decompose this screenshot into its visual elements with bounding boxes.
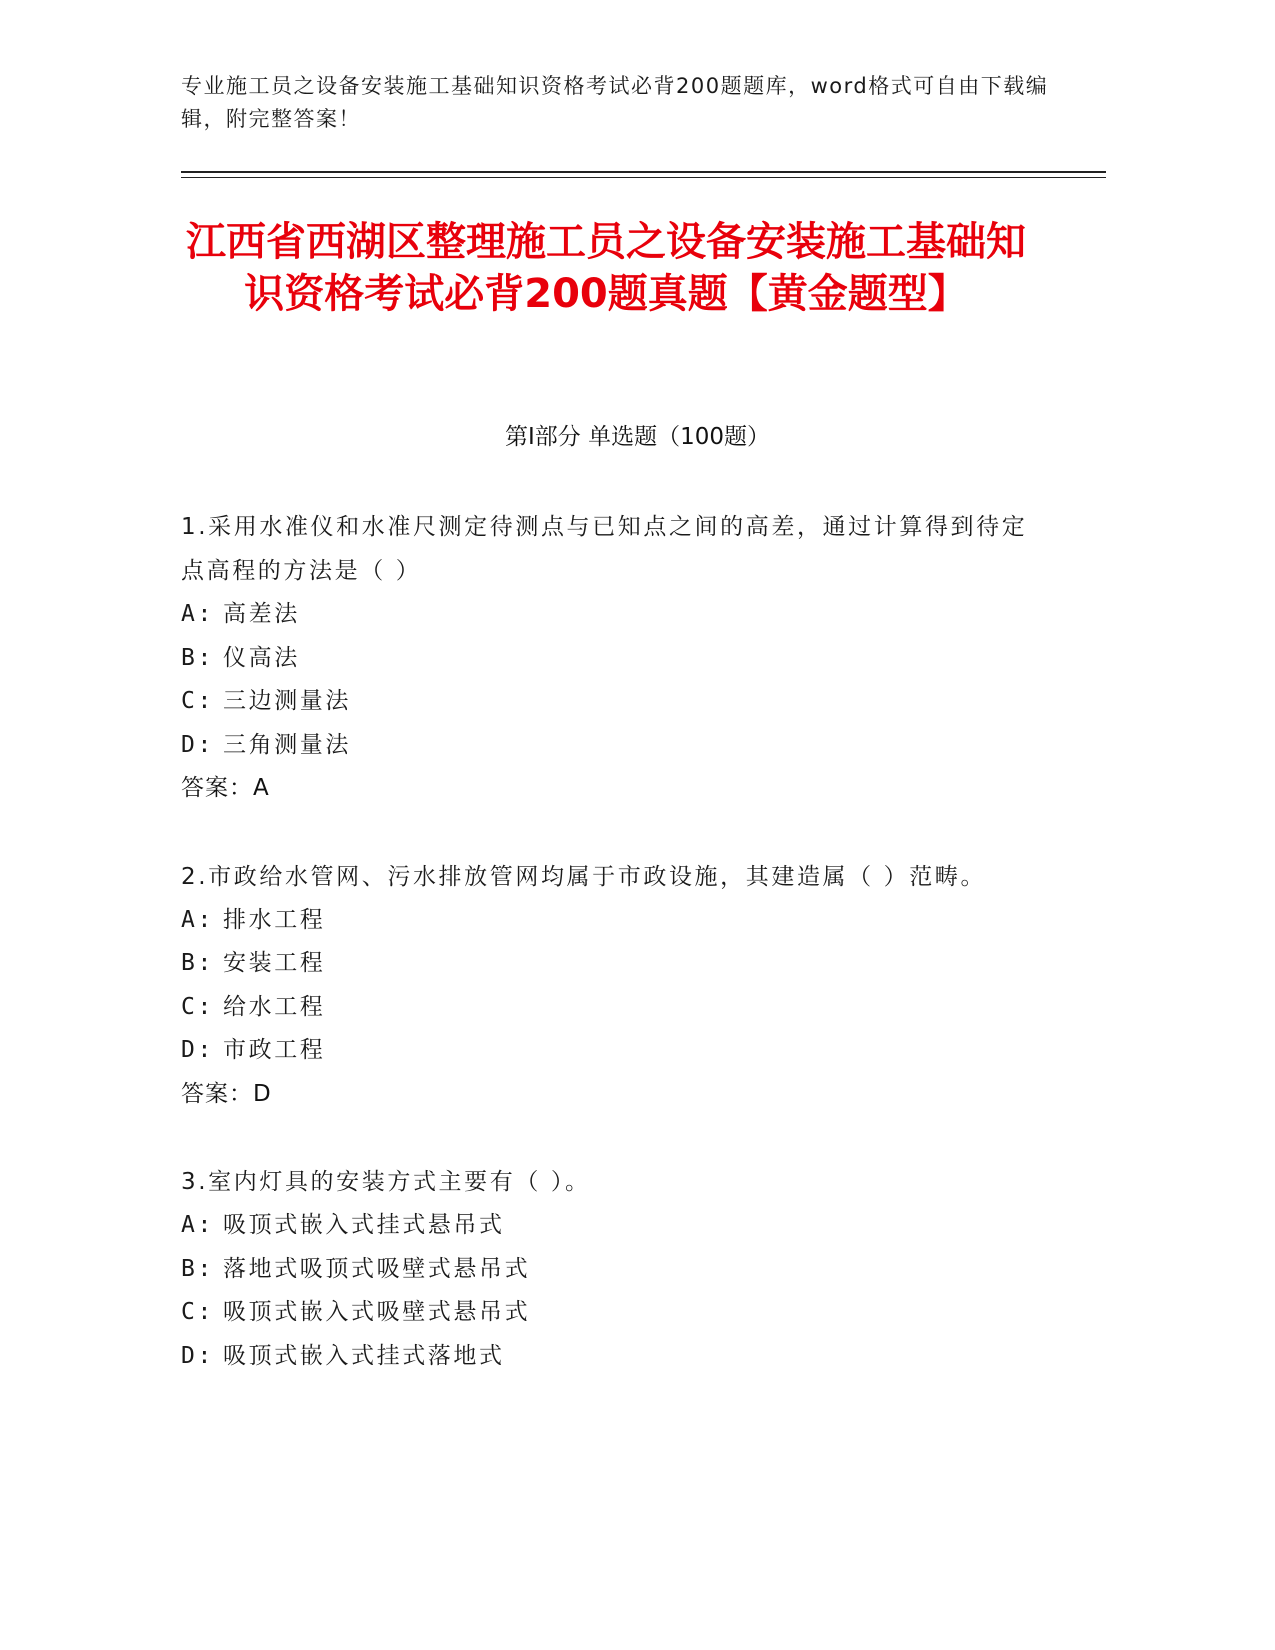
option-a bbox=[181, 1204, 1041, 1248]
answer-line: 答案：D bbox=[181, 1080, 272, 1107]
question-stem: 2.市政给水管网、污水排放管网均属于市政设施，其建造属（ ）范畴。 bbox=[181, 863, 987, 890]
option-text: 排水工程 bbox=[223, 906, 326, 933]
option-text: 市政工程 bbox=[223, 1037, 326, 1063]
option-letter: B: bbox=[181, 950, 214, 976]
question-3 bbox=[181, 1160, 1041, 1378]
option-letter: C: bbox=[181, 993, 214, 1020]
option-letter: C: bbox=[181, 688, 214, 714]
option-letter: A: bbox=[181, 1212, 214, 1238]
option-b bbox=[181, 637, 1041, 681]
option-text: 吸顶式嵌入式吸壁式悬吊式 bbox=[223, 1299, 531, 1325]
option-letter: A: bbox=[181, 601, 214, 627]
option-text: 给水工程 bbox=[223, 993, 326, 1020]
option-letter: D: bbox=[181, 1342, 214, 1369]
header-note: 专业施工员之设备安装施工基础知识资格考试必背200题题库，word格式可自由下载编辑，附完整答案！ bbox=[181, 74, 1049, 131]
option-d bbox=[181, 724, 1041, 768]
document-title: 江西省西湖区整理施工员之设备安装施工基础知识资格考试必背200题真题【黄金题型】 bbox=[186, 219, 1026, 317]
option-b bbox=[181, 1248, 1041, 1292]
option-text: 三角测量法 bbox=[223, 731, 351, 758]
header-rule-thick bbox=[181, 171, 1106, 173]
option-letter: D: bbox=[181, 731, 214, 758]
option-text: 三边测量法 bbox=[223, 688, 351, 714]
question-stem: 3.室内灯具的安装方式主要有（ ）。 bbox=[181, 1169, 591, 1195]
option-d bbox=[181, 1029, 1041, 1073]
option-text: 高差法 bbox=[223, 601, 300, 627]
question-2 bbox=[181, 855, 1041, 1117]
question-1 bbox=[181, 505, 1041, 811]
option-d bbox=[181, 1335, 1041, 1379]
option-letter: B: bbox=[181, 644, 214, 671]
option-text: 安装工程 bbox=[223, 950, 326, 976]
option-text: 仪高法 bbox=[223, 644, 300, 671]
option-letter: A: bbox=[181, 906, 214, 933]
header-rule-thin bbox=[181, 177, 1106, 178]
option-c bbox=[181, 1291, 1041, 1335]
option-text: 落地式吸顶式吸壁式悬吊式 bbox=[223, 1255, 531, 1282]
option-letter: B: bbox=[181, 1255, 214, 1282]
question-list bbox=[181, 505, 1041, 1422]
option-a bbox=[181, 899, 1041, 943]
option-text: 吸顶式嵌入式挂式悬吊式 bbox=[223, 1212, 505, 1238]
question-stem: 1.采用水准仪和水准尺测定待测点与已知点之间的高差，通过计算得到待定点高程的方法是（ ） bbox=[181, 514, 1028, 584]
option-text: 吸顶式嵌入式挂式落地式 bbox=[223, 1342, 505, 1369]
option-c bbox=[181, 986, 1041, 1030]
option-c bbox=[181, 680, 1041, 724]
option-a bbox=[181, 593, 1041, 637]
answer-line: 答案：A bbox=[181, 775, 270, 801]
option-letter: D: bbox=[181, 1037, 214, 1063]
section-heading: 第Ⅰ部分 单选题（100题） bbox=[505, 424, 770, 450]
option-b bbox=[181, 942, 1041, 986]
option-letter: C: bbox=[181, 1299, 214, 1325]
